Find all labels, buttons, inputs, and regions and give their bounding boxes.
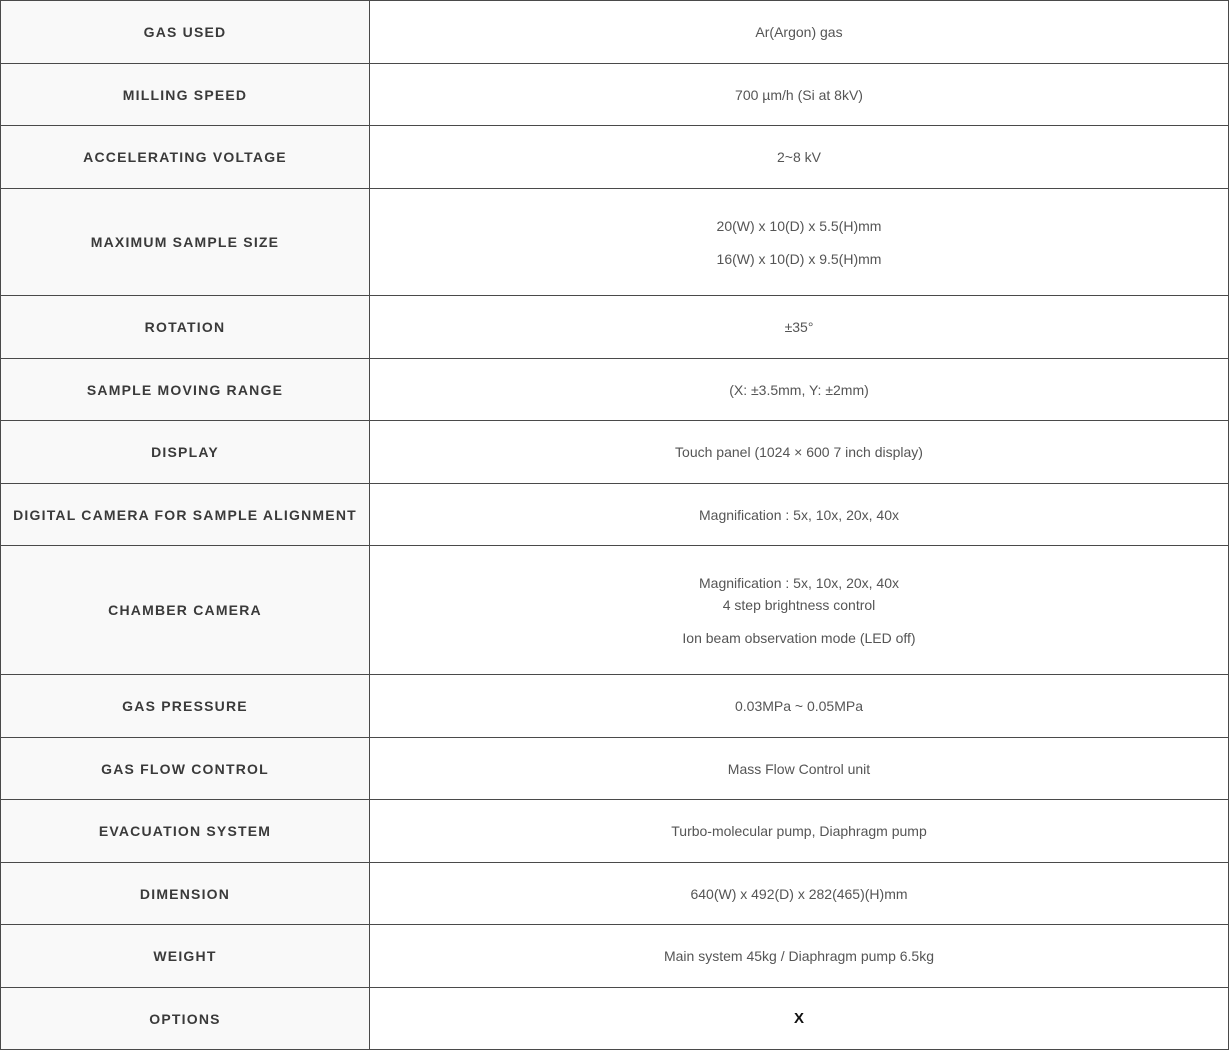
spec-value-line: Turbo-molecular pump, Diaphragm pump — [671, 823, 927, 839]
spec-label: MILLING SPEED — [1, 64, 370, 126]
spec-value — [370, 546, 1229, 675]
spec-value-line: Touch panel (1024 × 600 7 inch display) — [675, 444, 923, 460]
spec-label: OPTIONS — [1, 988, 370, 1050]
spec-row-evacuation-system — [1, 800, 1229, 863]
spec-row-sample-moving-range — [1, 359, 1229, 421]
spec-value-line: 700 µm/h (Si at 8kV) — [735, 86, 863, 103]
spec-row-options — [1, 988, 1229, 1050]
spec-label: CHAMBER CAMERA — [1, 546, 370, 675]
spec-label: EVACUATION SYSTEM — [1, 800, 370, 863]
spec-value-line: (X: ±3.5mm, Y: ±2mm) — [729, 381, 869, 398]
spec-label: ROTATION — [1, 296, 370, 359]
spec-row-dimension — [1, 863, 1229, 925]
spec-row-rotation — [1, 296, 1229, 359]
spec-row-maximum-sample-size — [1, 189, 1229, 296]
spec-value — [370, 675, 1229, 738]
spec-value — [370, 359, 1229, 421]
spec-value-line: 4 step brightness control — [722, 596, 876, 613]
spec-value — [370, 738, 1229, 800]
spec-value-line: ±35° — [784, 319, 814, 335]
spec-value — [370, 1, 1229, 64]
spec-value-line: 2~8 kV — [777, 149, 821, 165]
spec-value-line: 0.03MPa ~ 0.05MPa — [734, 698, 864, 714]
spec-label: DIGITAL CAMERA FOR SAMPLE ALIGNMENT — [1, 484, 370, 546]
spec-value — [370, 925, 1229, 988]
spec-value — [370, 296, 1229, 359]
spec-value-line: Magnification : 5x, 10x, 20x, 40x — [699, 506, 899, 523]
spec-row-gas-used — [1, 1, 1229, 64]
spec-value-line: Ar(Argon) gas — [755, 24, 843, 40]
spec-row-digital-camera — [1, 484, 1229, 546]
spec-label: DISPLAY — [1, 421, 370, 484]
spec-row-milling-speed — [1, 64, 1229, 126]
spec-label: ACCELERATING VOLTAGE — [1, 126, 370, 189]
spec-value — [370, 189, 1229, 296]
spec-value-line: 16(W) x 10(D) x 9.5(H)mm — [716, 250, 882, 267]
spec-value — [370, 988, 1229, 1050]
spec-value — [370, 484, 1229, 546]
spec-value — [370, 126, 1229, 189]
spec-row-accelerating-voltage — [1, 126, 1229, 189]
spec-value-line: 20(W) x 10(D) x 5.5(H)mm — [716, 217, 882, 234]
spec-value-line: X — [793, 1009, 804, 1027]
spec-row-display — [1, 421, 1229, 484]
spec-label: MAXIMUM SAMPLE SIZE — [1, 189, 370, 296]
spec-row-gas-flow-control — [1, 738, 1229, 800]
spec-value-line: Ion beam observation mode (LED off) — [682, 629, 916, 646]
spec-row-gas-pressure — [1, 675, 1229, 738]
spec-label: GAS PRESSURE — [1, 675, 370, 738]
spec-label: DIMENSION — [1, 863, 370, 925]
spec-value-line: Mass Flow Control unit — [727, 760, 871, 777]
spec-value-line: Magnification : 5x, 10x, 20x, 40x — [699, 574, 899, 591]
spec-value — [370, 421, 1229, 484]
spec-row-chamber-camera — [1, 546, 1229, 675]
spec-value-line: 640(W) x 492(D) x 282(465)(H)mm — [690, 885, 908, 902]
spec-value-line: Main system 45kg / Diaphragm pump 6.5kg — [663, 948, 934, 964]
spec-label: GAS USED — [1, 1, 370, 64]
spec-row-weight — [1, 925, 1229, 988]
spec-label: GAS FLOW CONTROL — [1, 738, 370, 800]
spec-value — [370, 64, 1229, 126]
spec-value — [370, 800, 1229, 863]
spec-label: WEIGHT — [1, 925, 370, 988]
spec-value — [370, 863, 1229, 925]
spec-label: SAMPLE MOVING RANGE — [1, 359, 370, 421]
